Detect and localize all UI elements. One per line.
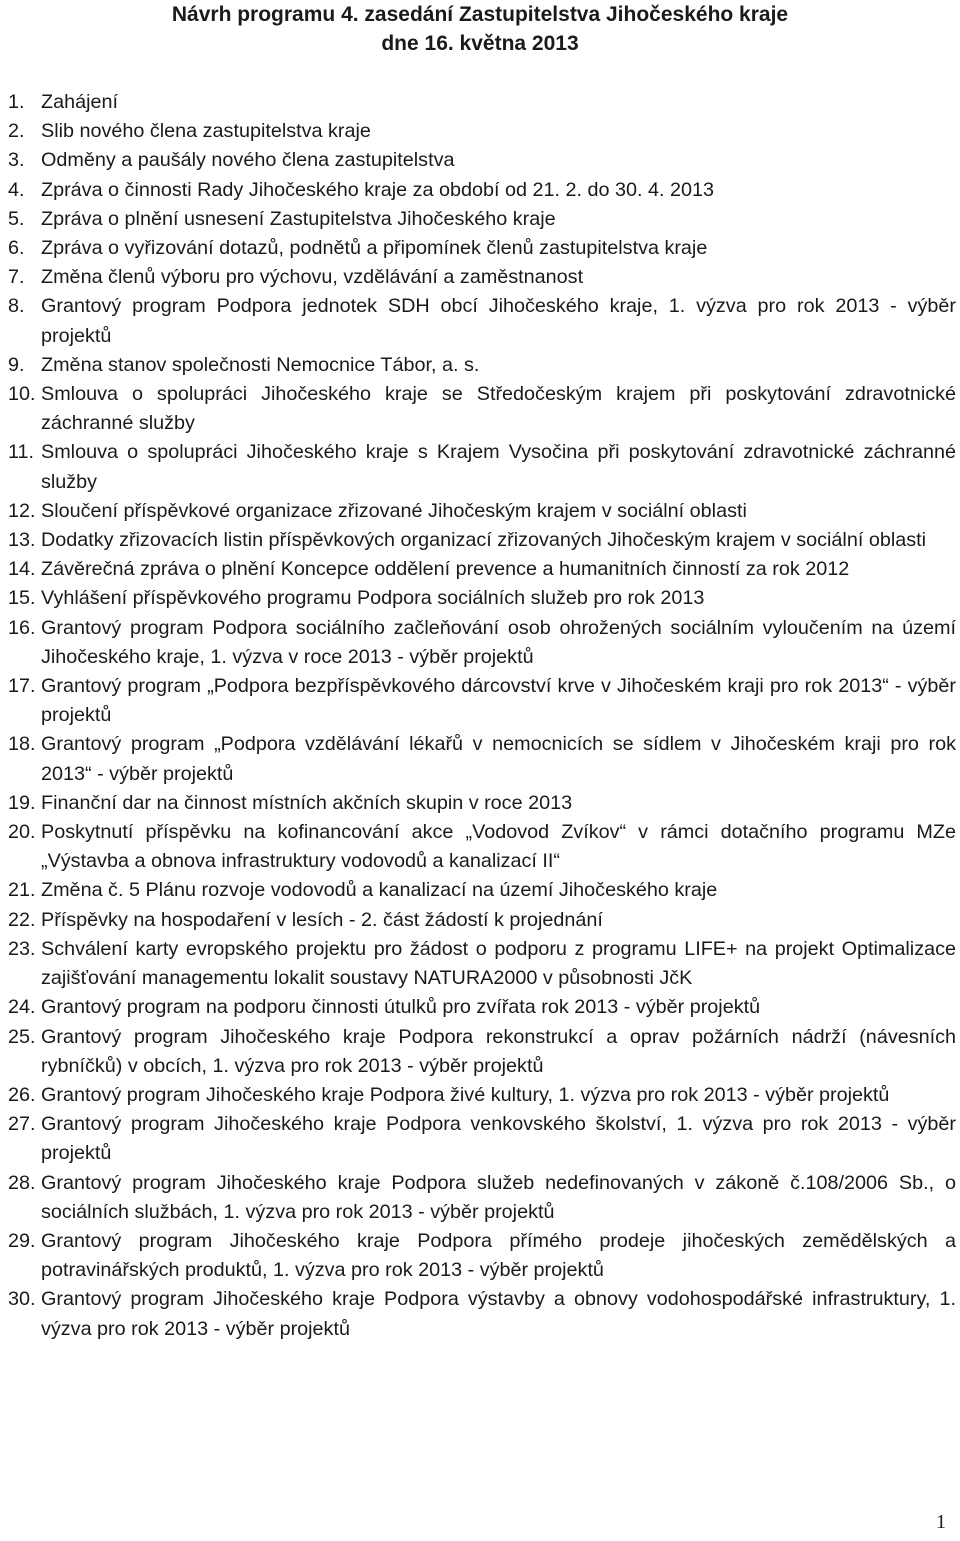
agenda-item-number: 21. bbox=[8, 879, 36, 902]
agenda-item-number: 16. bbox=[8, 616, 36, 639]
agenda-item bbox=[0, 818, 956, 876]
agenda-item-number: 3. bbox=[8, 149, 25, 172]
agenda-item-text: Grantový program Jihočeského kraje Podpora přímého prodeje jihočeských zemědělských a potravinářských produktů, 1. výzva pro rok 2013 - výběr projektů bbox=[41, 1229, 956, 1282]
agenda-item bbox=[0, 1169, 956, 1227]
agenda-item-number: 26. bbox=[8, 1083, 36, 1106]
agenda-item-text: Grantový program Jihočeského kraje Podpora služeb nedefinovaných v zákoně č.108/2006 Sb., o sociálních službách, 1. výzva pro rok 2013 - výběr projektů bbox=[41, 1171, 956, 1223]
agenda-item bbox=[0, 1110, 956, 1168]
agenda-item bbox=[0, 1023, 956, 1081]
agenda-item bbox=[0, 906, 956, 935]
agenda-item-number: 9. bbox=[8, 353, 25, 376]
agenda-item-text: Slib nového člena zastupitelstva kraje bbox=[41, 120, 371, 143]
agenda-item bbox=[0, 146, 956, 175]
agenda-item-text: Smlouva o spolupráci Jihočeského kraje s Krajem Vysočina při poskytování zdravotnické záchranné služby bbox=[41, 441, 956, 493]
agenda-item-text: Grantový program Jihočeského kraje Podpora živé kultury, 1. výzva pro rok 2013 - výběr projektů bbox=[41, 1083, 890, 1106]
agenda-item bbox=[0, 88, 956, 117]
agenda-item-number: 18. bbox=[8, 733, 36, 756]
agenda-item-number: 17. bbox=[8, 675, 36, 698]
agenda-item-text: Změna č. 5 Plánu rozvoje vodovodů a kanalizací na území Jihočeského kraje bbox=[41, 879, 718, 902]
agenda-item-number: 4. bbox=[8, 178, 25, 201]
agenda-item bbox=[0, 876, 956, 905]
agenda-item-text: Zahájení bbox=[41, 91, 118, 113]
agenda-item bbox=[0, 993, 956, 1022]
agenda-item bbox=[0, 614, 956, 672]
agenda-item bbox=[0, 234, 956, 263]
agenda-item-number: 10. bbox=[8, 383, 36, 406]
agenda-item-text: Grantový program „Podpora bezpříspěvkového dárcovství krve v Jihočeském kraji pro rok 2013“ - výběr projektů bbox=[41, 675, 956, 727]
agenda-item-text: Zpráva o plnění usnesení Zastupitelstva Jihočeského kraje bbox=[41, 207, 556, 230]
agenda-item-number: 2. bbox=[8, 120, 25, 143]
agenda-item-text: Sloučení příspěvkové organizace zřizované Jihočeským krajem v sociální oblasti bbox=[41, 499, 747, 522]
page-number: 1 bbox=[936, 1511, 946, 1533]
agenda-item bbox=[0, 380, 956, 438]
agenda-item bbox=[0, 176, 956, 205]
agenda-item-text: Schválení karty evropského projektu pro žádost o podporu z programu LIFE+ na projekt Optimalizace zajišťování managementu lokalit soustavy NATURA2000 v působnosti JčK bbox=[41, 937, 956, 990]
agenda-item bbox=[0, 1285, 956, 1343]
agenda-item bbox=[0, 438, 956, 496]
agenda-item-number: 28. bbox=[8, 1171, 36, 1194]
agenda-item bbox=[0, 117, 956, 146]
agenda-item bbox=[0, 672, 956, 730]
agenda-item bbox=[0, 497, 956, 526]
agenda-item-number: 22. bbox=[8, 908, 36, 931]
agenda-item bbox=[0, 555, 956, 584]
agenda-item-text: Zpráva o činnosti Rady Jihočeského kraje za období od 21. 2. do 30. 4. 2013 bbox=[41, 178, 714, 201]
agenda-item-text: Grantový program Jihočeského kraje Podpora výstavby a obnovy vodohospodářské infrastruktury, 1. výzva pro rok 2013 - výběr projektů bbox=[41, 1288, 956, 1340]
agenda-item-number: 11. bbox=[8, 441, 35, 464]
agenda-item-text: Grantový program Podpora sociálního začleňování osob ohrožených sociálním vyloučením na území Jihočeského kraje, 1. výzva v roce 2013 - výběr projektů bbox=[41, 616, 956, 668]
agenda-item-text: Zpráva o vyřizování dotazů, podnětů a připomínek členů zastupitelstva kraje bbox=[41, 237, 708, 260]
agenda-item-text: Závěrečná zpráva o plnění Koncepce oddělení prevence a humanitních činností za rok 2012 bbox=[41, 558, 850, 581]
agenda-item bbox=[0, 789, 956, 818]
agenda-item-text: Smlouva o spolupráci Jihočeského kraje se Středočeským krajem při poskytování zdravotnické záchranné služby bbox=[41, 383, 956, 435]
agenda-item-number: 13. bbox=[8, 529, 36, 552]
agenda-item-number: 12. bbox=[8, 499, 36, 522]
agenda-item-text: Změna stanov společnosti Nemocnice Tábor, a. s. bbox=[41, 353, 480, 376]
document-date: dne 16. května 2013 bbox=[381, 32, 579, 55]
agenda-item-text: Odměny a paušály nového člena zastupitelstva bbox=[41, 149, 455, 172]
agenda-item-text: Poskytnutí příspěvku na kofinancování akce „Vodovod Zvíkov“ v rámci dotačního programu MZe „Výstavba a obnova infrastruktury vodovodů a kanalizací II“ bbox=[41, 821, 956, 873]
agenda-item-number: 27. bbox=[8, 1113, 36, 1136]
agenda-item-number: 7. bbox=[8, 266, 25, 289]
agenda-item-number: 30. bbox=[8, 1288, 36, 1311]
agenda-item-number: 23. bbox=[8, 937, 36, 960]
agenda-item-number: 20. bbox=[8, 821, 36, 844]
agenda-item-text: Změna členů výboru pro výchovu, vzdělávání a zaměstnanost bbox=[41, 266, 584, 289]
agenda-item-text: Grantový program Jihočeského kraje Podpora rekonstrukcí a oprav požárních nádrží (návesních rybníčků) v obcích, 1. výzva pro rok 2013 - výběr projektů bbox=[41, 1025, 956, 1077]
agenda-item-number: 8. bbox=[8, 295, 25, 318]
agenda-item-number: 14. bbox=[8, 558, 36, 581]
agenda-item-text: Dodatky zřizovacích listin příspěvkových organizací zřizovaných Jihočeským krajem v sociální oblasti bbox=[41, 529, 926, 552]
agenda-item bbox=[0, 526, 956, 555]
agenda-item-number: 15. bbox=[8, 587, 36, 610]
agenda-item-text: Finanční dar na činnost místních akčních skupin v roce 2013 bbox=[41, 791, 573, 814]
agenda-item bbox=[0, 292, 956, 350]
agenda-item-number: 5. bbox=[8, 207, 25, 230]
agenda-item-number: 1. bbox=[8, 91, 25, 113]
agenda-item-text: Vyhlášení příspěvkového programu Podpora sociálních služeb pro rok 2013 bbox=[41, 587, 705, 610]
agenda-item-number: 25. bbox=[8, 1025, 36, 1048]
agenda-item bbox=[0, 1081, 956, 1110]
agenda-item-text: Příspěvky na hospodaření v lesích - 2. část žádostí k projednání bbox=[41, 908, 603, 931]
agenda-list bbox=[0, 88, 960, 1344]
agenda-item-number: 6. bbox=[8, 237, 25, 260]
agenda-item bbox=[0, 584, 956, 613]
agenda-item-number: 29. bbox=[8, 1229, 36, 1252]
agenda-item bbox=[0, 205, 956, 234]
agenda-item-number: 19. bbox=[8, 791, 36, 814]
agenda-item-number: 24. bbox=[8, 996, 36, 1019]
agenda-item-text: Grantový program Podpora jednotek SDH obcí Jihočeského kraje, 1. výzva pro rok 2013 - výběr projektů bbox=[41, 295, 956, 347]
document-title: Návrh programu 4. zasedání Zastupitelstva Jihočeského kraje bbox=[171, 3, 789, 26]
agenda-item bbox=[0, 1227, 956, 1285]
agenda-item bbox=[0, 935, 956, 993]
agenda-item-text: Grantový program na podporu činnosti útulků pro zvířata rok 2013 - výběr projektů bbox=[41, 996, 761, 1019]
agenda-item bbox=[0, 263, 956, 292]
agenda-item-text: Grantový program Jihočeského kraje Podpora venkovského školství, 1. výzva pro rok 2013 - výběr projektů bbox=[41, 1113, 956, 1165]
agenda-item bbox=[0, 730, 956, 788]
agenda-item bbox=[0, 351, 956, 380]
agenda-item-text: Grantový program „Podpora vzdělávání lékařů v nemocnicích se sídlem v Jihočeském kraji pro rok 2013“ - výběr projektů bbox=[41, 733, 956, 785]
